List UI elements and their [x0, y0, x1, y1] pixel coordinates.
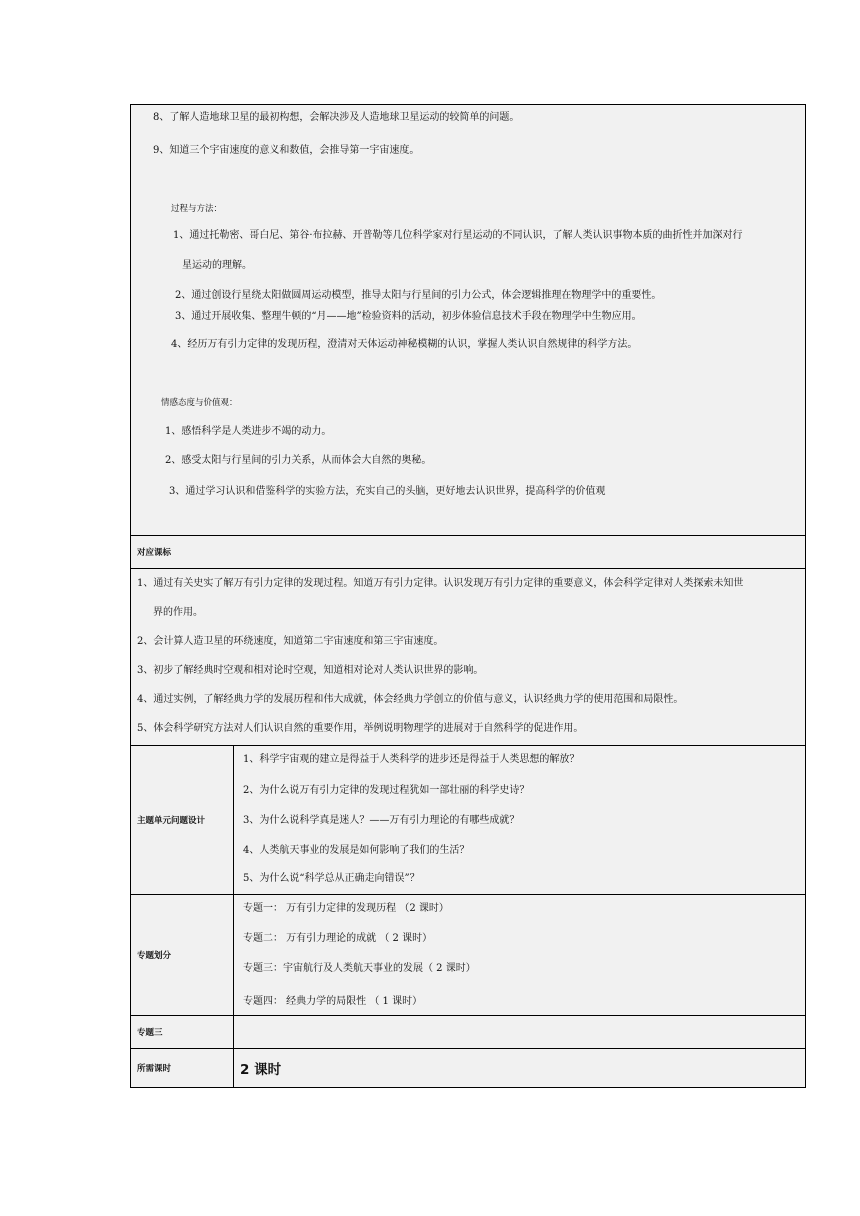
standards-cell [131, 569, 806, 746]
hours-value: 2 课时 [234, 1049, 806, 1088]
question-item: 5、为什么说“科学总从正确走向错误”？ [243, 873, 420, 884]
standard-line: 4、通过实例，了解经典力学的发展历程和伟大成就，体会经典力学创立的价值与意义，认识经典力学的使用范围和局限性。 [137, 694, 684, 705]
topic-three-row [131, 1016, 806, 1049]
question-item: 2、为什么说万有引力定律的发现过程犹如一部壮丽的科学史诗？ [243, 785, 530, 796]
standards-row [131, 569, 806, 746]
topic-item: 专题四： 经典力学的局限性 （ 1 课时） [243, 996, 423, 1007]
topics-row [131, 895, 806, 1016]
question-item: 4、人类航天事业的发展是如何影响了我们的生活？ [243, 845, 470, 856]
process-line: 星运动的理解。 [182, 260, 252, 271]
objective-line: 8、了解人造地球卫星的最初构想，会解决涉及人造地球卫星运动的较简单的问题。 [153, 112, 520, 123]
questions-label: 主题单元问题设计 [131, 746, 234, 895]
question-item: 1、科学宇宙观的建立是得益于人类科学的进步还是得益于人类思想的解放？ [243, 754, 580, 765]
topic-three-label: 专题三 [131, 1016, 234, 1049]
topic-item: 专题二： 万有引力理论的成就 （ 2 课时） [243, 933, 433, 944]
objective-line: 9、知道三个宇宙速度的意义和数值，会推导第一宇宙速度。 [153, 145, 420, 156]
standard-line: 5、体会科学研究方法对人们认识自然的重要作用，举例说明物理学的进展对于自然科学的促进作用。 [137, 723, 584, 734]
questions-cell [234, 746, 806, 895]
process-line: 2、通过创设行星绕太阳做圆周运动模型，推导太阳与行星间的引力公式，体会逻辑推理在物理学中的重要性。 [175, 290, 662, 301]
topics-label: 专题划分 [131, 895, 234, 1016]
objectives-row [131, 105, 806, 536]
process-line: 3、通过开展收集、整理牛顿的“月——地”检验资料的活动，初步体验信息技术手段在物理学中生物应用。 [175, 311, 642, 322]
standard-line: 2、会计算人造卫星的环绕速度，知道第二宇宙速度和第三宇宙速度。 [137, 636, 444, 647]
emotion-line: 3、通过学习认识和借鉴科学的实验方法，充实自己的头脑，更好地去认识世界，提高科学的价值观 [169, 486, 606, 497]
objectives-cell [131, 105, 806, 536]
process-line: 1、通过托勒密、哥白尼、第谷·布拉赫、开普勒等几位科学家对行星运动的不同认识，了解人类认识事物本质的曲折性并加深对行 [173, 230, 743, 241]
standard-line: 界的作用。 [153, 607, 203, 618]
emotion-heading: 情感态度与价值观： [161, 398, 238, 408]
hours-row [131, 1049, 806, 1088]
process-line: 4、经历万有引力定律的发现历程，澄清对天体运动神秘模糊的认识，掌握人类认识自然规律的科学方法。 [171, 339, 638, 350]
topics-cell [234, 895, 806, 1016]
hours-label: 所需课时 [131, 1049, 234, 1088]
question-item: 3、为什么说科学真是迷人？——万有引力理论的有哪些成就？ [243, 815, 520, 826]
topic-item: 专题三：宇宙航行及人类航天事业的发展（ 2 课时） [243, 963, 476, 974]
standards-header-row [131, 536, 806, 569]
process-heading: 过程与方法： [171, 204, 223, 214]
standard-line: 3、初步了解经典时空观和相对论时空观，知道相对论对人类认识世界的影响。 [137, 665, 484, 676]
emotion-line: 1、感悟科学是人类进步不竭的动力。 [165, 426, 332, 437]
emotion-line: 2、感受太阳与行星间的引力关系，从而体会大自然的奥秘。 [165, 455, 432, 466]
unit-plan-table [130, 104, 806, 1088]
questions-row [131, 746, 806, 895]
topic-item: 专题一： 万有引力定律的发现历程 （2 课时） [243, 903, 449, 914]
standards-header: 对应课标 [131, 536, 806, 569]
topic-three-value [234, 1016, 806, 1049]
standard-line: 1、通过有关史实了解万有引力定律的发现过程。知道万有引力定律。认识发现万有引力定律的重要意义，体会科学定律对人类探索未知世 [137, 578, 744, 589]
